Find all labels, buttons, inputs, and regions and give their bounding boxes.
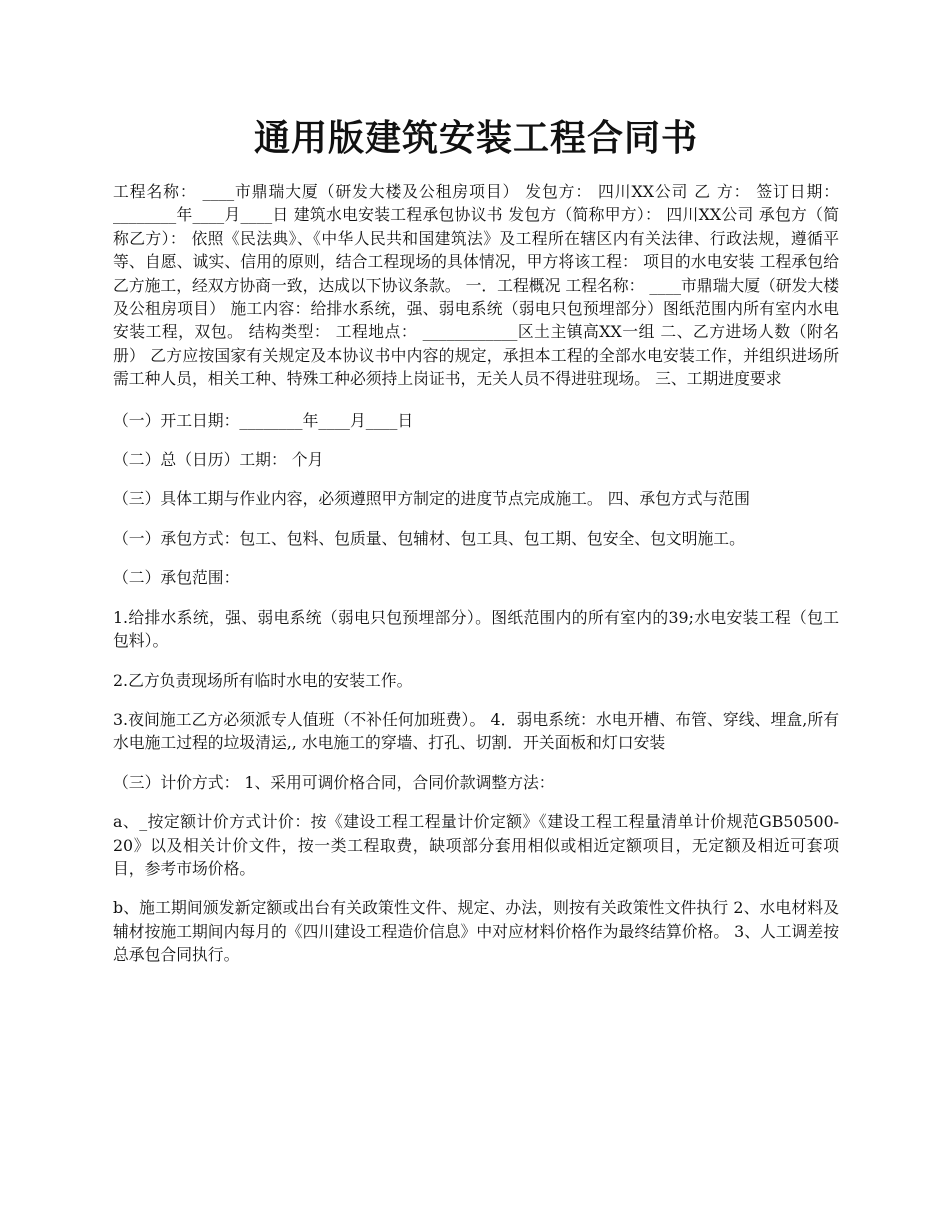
intro-paragraph: 工程名称： ____市鼎瑞大厦（研发大楼及公租房项目） 发包方： 四川XX公司 乙 方： 签订日期：________年____月____日 建筑水电安装工程承包协议书 发包方（简称甲方）： 四川XX公司 承包方（简称乙方）： 依照《民法典》、《中华人民共和国建筑法》及工程所在辖区内有关法律、行政法规，遵循平等、自愿、诚实、信用的原则，结合工程现场的具体情况，甲方将该工程： 项目的水电安装 工程承包给乙方施工，经双方协商一致，达成以下协议条款。 一．工程概况 工程名称： ____市鼎瑞大厦（研发大楼及公租房项目） 施工内容：给排水系统，强、弱电系统（弱电只包预埋部分）图纸范围内所有室内水电安装工程，双包。 结构类型： 工程地点： ____________区土主镇高XX一组 二、乙方进场人数（附名册） 乙方应按国家有关规定及本协议书中内容的规定，承担本工程的全部水电安装工作，并组织进场所需工种人员，相关工种、特殊工种必须持上岗证书，无关人员不得进驻现场。 三、工期进度要求 (113, 182, 839, 389)
paragraph-pricing-method: （三）计价方式： 1、采用可调价格合同，合同价款调整方法： (113, 772, 555, 792)
paragraph-scope-item-1: 1.给排水系统，强、弱电系统（弱电只包预埋部分）。图纸范围内的所有室内的39;水电安装工程（包工包料）。 (113, 607, 839, 651)
paragraph-contract-method: （一）承包方式：包工、包料、包质量、包辅材、包工具、包工期、包安全、包文明施工。 (113, 528, 745, 548)
paragraph-pricing-b: b、施工期间颁发新定额或出台有关政策性文件、规定、办法，则按有关政策性文件执行 2、水电材料及辅材按施工期间内每月的《四川建设工程造价信息》中对应材料价格作为最终结算价格。 3、人工调差按总承包合同执行。 (113, 898, 839, 965)
paragraph-start-date: （一）开工日期：________年____月____日 (113, 410, 414, 430)
paragraph-scope-item-2: 2.乙方负责现场所有临时水电的安装工作。 (113, 670, 413, 690)
paragraph-scope-heading: （二）承包范围： (113, 568, 240, 588)
document-title: 通用版建筑安装工程合同书 (253, 117, 698, 159)
paragraph-duration: （二）总（日历）工期： 个月 (113, 450, 324, 470)
paragraph-schedule: （三）具体工期与作业内容，必须遵照甲方制定的进度节点完成施工。 四、承包方式与范围 (113, 489, 750, 509)
contract-page (113, 0, 839, 967)
paragraph-scope-item-3: 3.夜间施工乙方必须派专人值班（不补任何加班费）。 4．弱电系统：水电开槽、布管、穿线、埋盒,所有水电施工过程的垃圾清运,, 水电施工的穿墙、打孔、切割．开关面板和灯口安装 (113, 709, 839, 753)
paragraph-pricing-a: a、_按定额计价方式计价：按《建设工程工程量计价定额》《建设工程工程量清单计价规范GB50500-20》以及相关计价文件，按一类工程取费，缺项部分套用相似或相近定额项目，无定额及相近可套项目，参考市场价格。 (113, 812, 839, 878)
